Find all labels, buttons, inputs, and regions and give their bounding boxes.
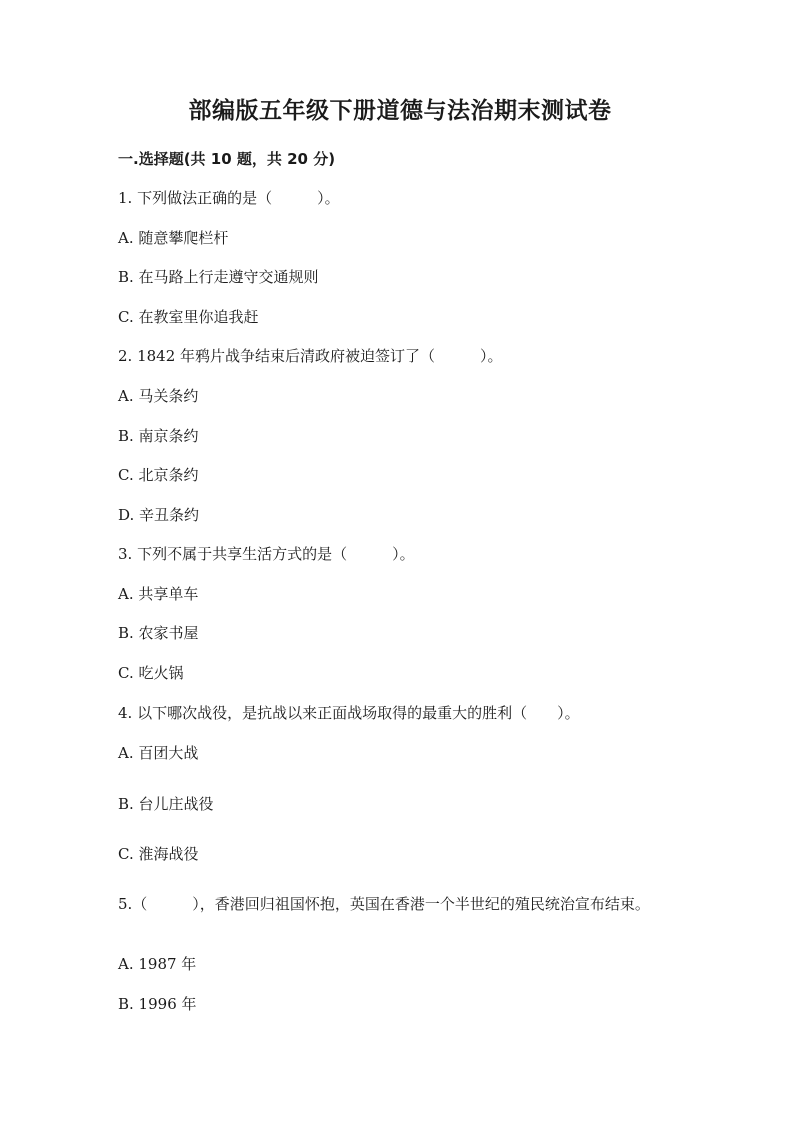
question-2-option-a: A. 马关条约 (118, 387, 199, 405)
question-1-stem: 1. 下列做法正确的是（ ）。 (118, 189, 340, 207)
question-5-stem: 5.（ ），香港回归祖国怀抱，英国在香港一个半世纪的殖民统治宣布结束。 (118, 895, 650, 913)
question-2-option-d: D. 辛丑条约 (118, 506, 200, 524)
question-1-option-a: A. 随意攀爬栏杆 (118, 229, 229, 247)
question-4-option-a: A. 百团大战 (118, 744, 199, 762)
question-3-option-a: A. 共享单车 (118, 585, 199, 603)
question-4-option-b: B. 台儿庄战役 (118, 795, 214, 813)
question-5-option-a: A. 1987 年 (118, 955, 197, 973)
question-1-option-c: C. 在教室里你追我赶 (118, 308, 259, 326)
question-5-option-b: B. 1996 年 (118, 995, 197, 1013)
question-2-option-b: B. 南京条约 (118, 427, 199, 445)
page-title: 部编版五年级下册道德与法治期末测试卷 (188, 98, 612, 124)
question-1-option-b: B. 在马路上行走遵守交通规则 (118, 268, 319, 286)
question-3-option-c: C. 吃火锅 (118, 664, 184, 682)
question-2-option-c: C. 北京条约 (118, 466, 199, 484)
question-3-stem: 3. 下列不属于共享生活方式的是（ ）。 (118, 545, 415, 563)
question-2-stem: 2. 1842 年鸦片战争结束后清政府被迫签订了（ ）。 (118, 347, 503, 365)
question-4-stem: 4. 以下哪次战役，是抗战以来正面战场取得的最重大的胜利（ ）。 (118, 704, 580, 722)
question-4-option-c: C. 淮海战役 (118, 845, 199, 863)
section-heading: 一.选择题(共 10 题，共 20 分) (118, 150, 336, 168)
question-3-option-b: B. 农家书屋 (118, 624, 199, 642)
